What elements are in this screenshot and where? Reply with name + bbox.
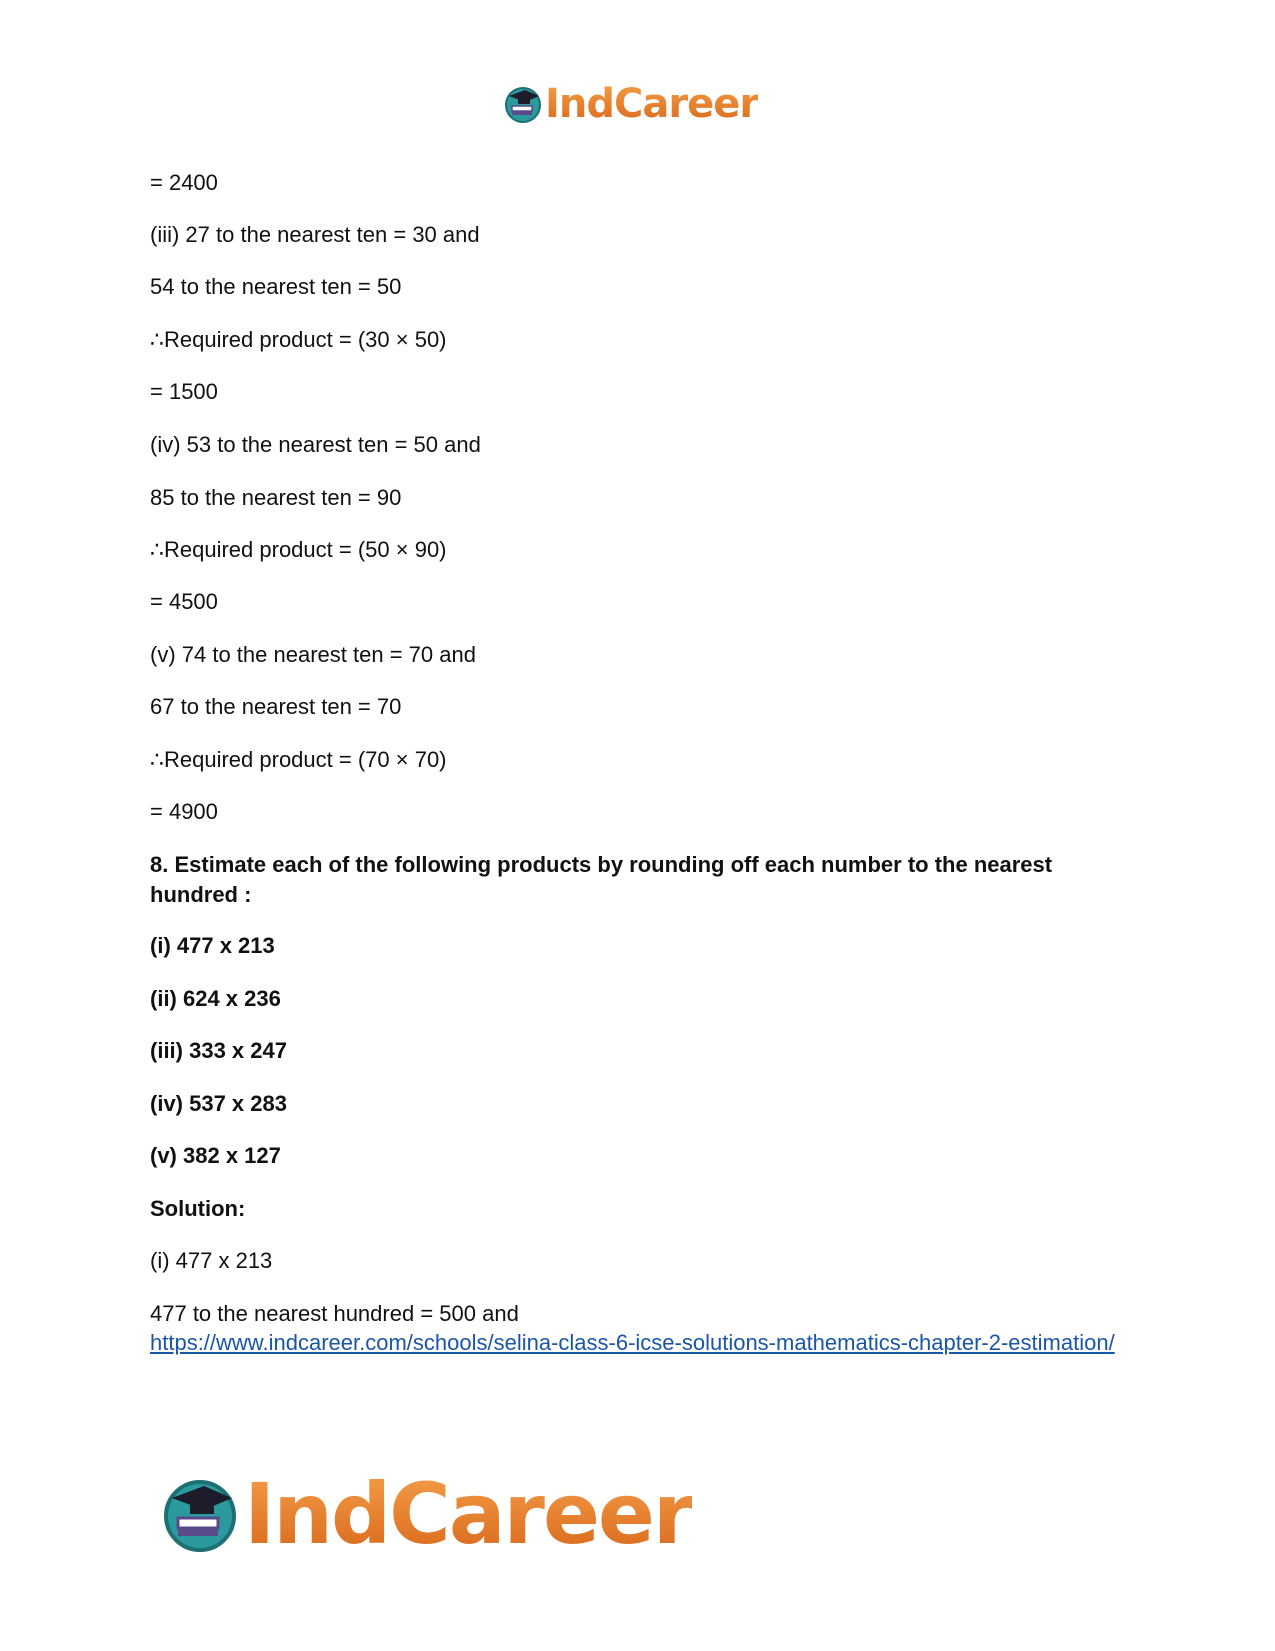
text-line: = 2400 <box>150 170 218 195</box>
question-part: (iv) 537 x 283 <box>150 1091 287 1116</box>
text-line: 54 to the nearest ten = 50 <box>150 274 402 299</box>
text-line: ∴Required product = (50 × 90) <box>150 537 447 562</box>
question-heading: 8. Estimate each of the following products by rounding off each number to the nearest hundred : <box>150 852 1053 907</box>
question-part: (v) 382 x 127 <box>150 1143 281 1168</box>
graduation-cap-globe-icon <box>503 84 543 124</box>
header-logo <box>503 80 758 128</box>
question-part: (iii) 333 x 247 <box>150 1038 287 1063</box>
text-line: ∴Required product = (30 × 50) <box>150 327 447 352</box>
logo-text: IndCareer <box>545 81 759 127</box>
text-line: (iii) 27 to the nearest ten = 30 and <box>150 222 480 247</box>
footer-logo <box>160 1466 692 1562</box>
source-link[interactable]: https://www.indcareer.com/schools/selina-class-6-icse-solutions-mathematics-chapter-2-estimation/ <box>150 1330 1115 1355</box>
text-line: ∴Required product = (70 × 70) <box>150 747 447 772</box>
text-line: = 4900 <box>150 799 218 824</box>
text-line: (iv) 53 to the nearest ten = 50 and <box>150 432 481 457</box>
text-line: 85 to the nearest ten = 90 <box>150 485 402 510</box>
question-part: (ii) 624 x 236 <box>150 986 281 1011</box>
solution-heading: Solution: <box>150 1196 246 1221</box>
text-line: = 1500 <box>150 379 218 404</box>
text-line: (v) 74 to the nearest ten = 70 and <box>150 642 476 667</box>
text-line: 67 to the nearest ten = 70 <box>150 694 402 719</box>
solution-line: (i) 477 x 213 <box>150 1248 273 1273</box>
question-part: (i) 477 x 213 <box>150 933 275 958</box>
solution-line: 477 to the nearest hundred = 500 and <box>150 1301 519 1326</box>
logo-text: IndCareer <box>244 1465 693 1563</box>
text-line: = 4500 <box>150 589 218 614</box>
graduation-cap-globe-icon <box>160 1474 240 1554</box>
